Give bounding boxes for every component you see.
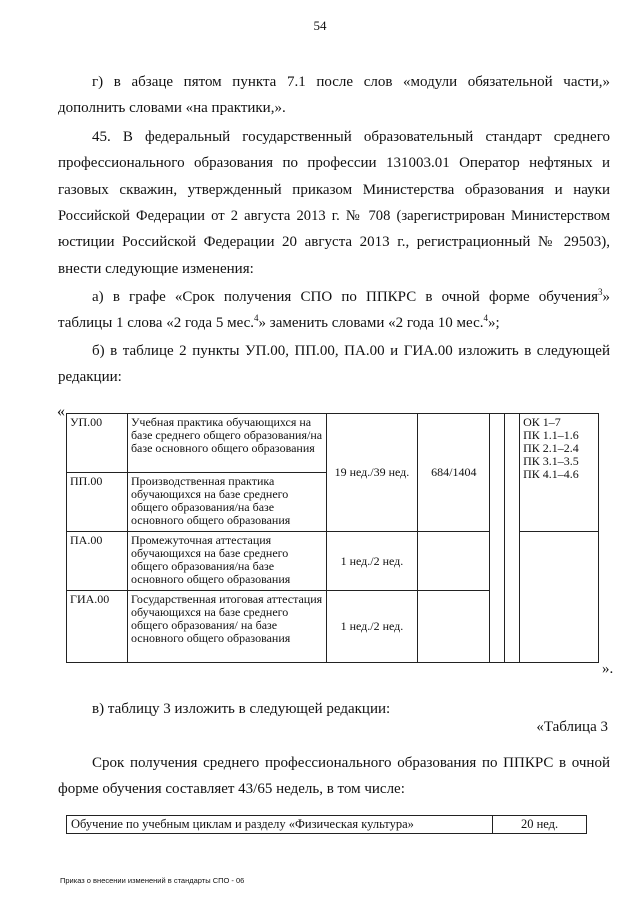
row-name-pa: Промежуточная аттестация обучающихся на базе среднего общего образования/на базе основного общего образования xyxy=(127,532,326,591)
row-code-up: УП.00 xyxy=(67,414,128,473)
para-a-line2: таблицы 1 слова «2 года 5 мес.$^4$» заменить словами «2 года 10 мес.$^4$»; xyxy=(58,313,500,331)
para-45-line2: профессионального образования по профессии 131003.01 Оператор нефтяных и xyxy=(58,155,610,171)
table-row xyxy=(67,816,587,834)
footer-note: Приказ о внесении изменений в стандарты СПО - 06 xyxy=(60,876,245,885)
table-row xyxy=(67,532,599,591)
row-weeks-gia: 1 нед./2 нед. xyxy=(326,591,418,663)
row-name-gia: Государственная итоговая аттестация обучающихся на базе среднего общего образования/ на базе основного общего образования xyxy=(127,591,326,663)
para-a-line1: а) в графе «Срок получения СПО по ППКРС в очной форме обучения$^3$» xyxy=(92,287,610,305)
competency-item: ПК 2.1–2.4 xyxy=(523,441,579,455)
para-term-line2: форме обучения составляет 43/65 недель, в том числе: xyxy=(58,781,405,797)
empty-cell xyxy=(505,414,520,663)
competencies-cell xyxy=(520,414,599,532)
para-45-line3: газовых скважин, утвержденный приказом Министерства образования и науки xyxy=(58,182,610,198)
empty-cell xyxy=(418,591,490,663)
para-g-line1: г) в абзаце пятом пункта 7.1 после слов «модули обязательной части,» xyxy=(92,74,610,90)
table3-row-value: 20 нед. xyxy=(493,816,587,834)
competency-item: ПК 4.1–4.6 xyxy=(523,467,579,481)
table3-label: «Таблица 3 xyxy=(536,719,608,735)
para-g-line2: дополнить словами «на практики,». xyxy=(58,100,286,116)
para-45-line1: 45. В федеральный государственный образовательный стандарт среднего xyxy=(92,129,610,145)
competency-item: ОК 1–7 xyxy=(523,415,561,429)
page-number: 54 xyxy=(313,18,327,33)
merged-hours-cell: 684/1404 xyxy=(418,414,490,532)
row-name-pp: Производственная практика обучающихся на базе среднего общего образования/на базе основного общего образования xyxy=(127,473,326,532)
para-term-line1: Срок получения среднего профессионального образования по ППКРС в очной xyxy=(92,755,610,771)
row-weeks-pa: 1 нед./2 нед. xyxy=(326,532,418,591)
para-45-line5: юстиции Российской Федерации 20 августа 2013 г., регистрационный № 29503), xyxy=(58,234,610,250)
empty-cell xyxy=(520,532,599,663)
table3-row-label: Обучение по учебным циклам и разделу «Физическая культура» xyxy=(67,816,493,834)
empty-cell xyxy=(490,414,505,663)
row-code-pa: ПА.00 xyxy=(67,532,128,591)
table-3 xyxy=(66,815,587,834)
para-b-line1: б) в таблице 2 пункты УП.00, ПП.00, ПА.00 и ГИА.00 изложить в следующей xyxy=(92,343,610,359)
table-row xyxy=(67,414,599,473)
table-2-fragment xyxy=(66,413,599,663)
competency-item: ПК 3.1–3.5 xyxy=(523,454,579,468)
merged-weeks-cell: 19 нед./39 нед. xyxy=(326,414,418,532)
para-v-line1: в) таблицу 3 изложить в следующей редакции: xyxy=(92,701,391,717)
table2-open-quote: « xyxy=(57,403,65,420)
para-45-line4: Российской Федерации от 2 августа 2013 г. № 708 (зарегистрирован Министерством xyxy=(58,208,610,224)
para-b-line2: редакции: xyxy=(58,369,122,385)
row-name-up: Учебная практика обучающихся на базе среднего общего образования/на базе основного общего образования xyxy=(127,414,326,473)
empty-cell xyxy=(418,532,490,591)
para-45-line6: внести следующие изменения: xyxy=(58,261,254,277)
row-code-gia: ГИА.00 xyxy=(67,591,128,663)
row-code-pp: ПП.00 xyxy=(67,473,128,532)
competency-item: ПК 1.1–1.6 xyxy=(523,428,579,442)
table2-close-quote: ». xyxy=(602,661,614,677)
